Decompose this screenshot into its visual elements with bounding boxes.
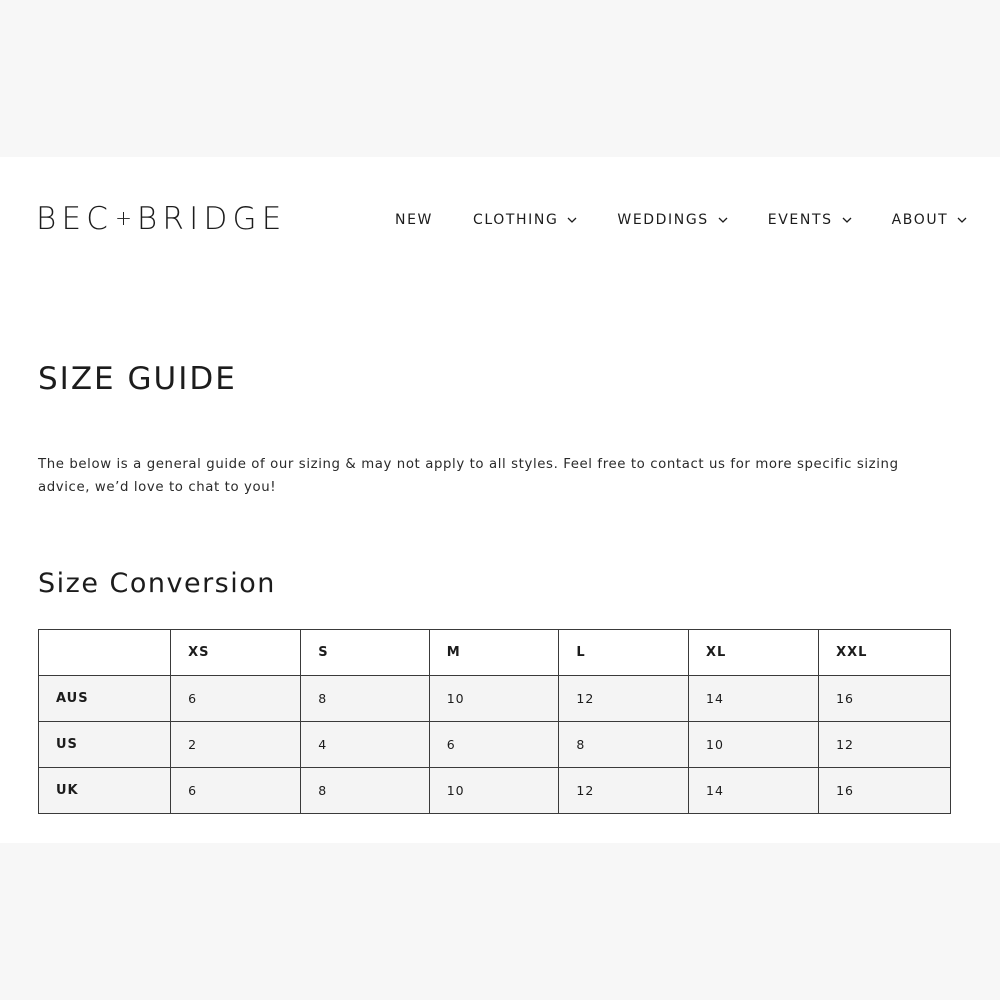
table-cell: 6	[429, 722, 559, 768]
table-cell: 4	[301, 722, 429, 768]
nav-item-events[interactable]	[768, 212, 852, 228]
chevron-down-icon	[842, 215, 852, 225]
table-cell: 2	[171, 722, 301, 768]
table-cell: 16	[819, 768, 951, 814]
nav-item-about[interactable]	[892, 212, 968, 228]
table-cell: 8	[301, 676, 429, 722]
table-cell: 14	[689, 768, 819, 814]
nav-item-label: NEW	[395, 212, 433, 228]
table-cell: 10	[429, 676, 559, 722]
size-conversion-table	[38, 629, 951, 814]
logo-plus: +	[115, 206, 135, 230]
table-header-cell: XS	[171, 630, 301, 676]
table-row-header: AUS	[39, 676, 171, 722]
table-cell: 12	[819, 722, 951, 768]
table-row-header: US	[39, 722, 171, 768]
table-row	[39, 768, 951, 814]
table-cell: 8	[559, 722, 689, 768]
table-cell: 12	[559, 768, 689, 814]
table-header-cell	[39, 630, 171, 676]
nav-item-new[interactable]	[395, 212, 433, 228]
table-header-cell: M	[429, 630, 559, 676]
chevron-down-icon	[718, 215, 728, 225]
page-title: SIZE GUIDE	[38, 361, 237, 397]
table-row	[39, 722, 951, 768]
table-header-row	[39, 630, 951, 676]
nav-item-label: WEDDINGS	[617, 212, 709, 228]
intro-text: The below is a general guide of our sizing & may not apply to all styles. Feel free to contact us for more specific sizing advice, we’d love to chat to you!	[38, 457, 899, 495]
table-row	[39, 676, 951, 722]
table-cell: 10	[689, 722, 819, 768]
logo-text-left: BEC	[36, 201, 114, 237]
nav-item-label: ABOUT	[891, 212, 949, 228]
logo-text-right: BRIDGE	[136, 201, 287, 237]
table-cell: 16	[819, 676, 951, 722]
table-row-header: UK	[39, 768, 171, 814]
table-header-cell: L	[559, 630, 689, 676]
table-cell: 6	[171, 768, 301, 814]
table-header-cell: S	[301, 630, 429, 676]
page-content	[0, 157, 1000, 843]
nav-item-clothing[interactable]	[473, 212, 577, 228]
table-cell: 12	[559, 676, 689, 722]
nav-item-weddings[interactable]	[617, 212, 727, 228]
table-header-cell: XXL	[819, 630, 951, 676]
chevron-down-icon	[567, 215, 577, 225]
brand-logo[interactable]	[36, 201, 287, 237]
section-title: Size Conversion	[38, 568, 276, 599]
table-cell: 6	[171, 676, 301, 722]
table-cell: 10	[429, 768, 559, 814]
nav-item-label: CLOTHING	[472, 212, 559, 228]
table-header-cell: XL	[689, 630, 819, 676]
table-cell: 8	[301, 768, 429, 814]
main-nav	[395, 212, 967, 228]
chevron-down-icon	[957, 215, 967, 225]
nav-item-label: EVENTS	[767, 212, 833, 228]
table-cell: 14	[689, 676, 819, 722]
